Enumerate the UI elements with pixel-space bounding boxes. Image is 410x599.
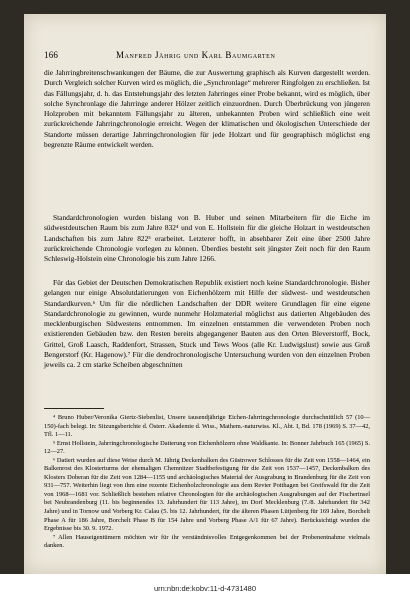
page-number: 166 bbox=[44, 50, 59, 60]
running-header bbox=[44, 50, 370, 62]
footnote-rule bbox=[44, 408, 104, 409]
body-paragraph: Standardchronologien wurden bislang von B. Huber und seinen Mitarbeitern für die Eiche im südwestdeutschen Raum bis zum Jahre 832⁴ und von E. Hollstein für die gleiche Holzart in westdeutschen Landschaften bis zum Jahre 822⁵ erarbeitet. Letzterer hofft, in absehbarer Zeit eine über 2500 Jahre zurückreichende Chronologie vorlegen zu können. Überdies besteht seit jüngster Zeit noch für den Raum Schleswig-Holstein eine Chronologie bis zum Jahre 1266. bbox=[44, 213, 370, 264]
urn-identifier: urn:nbn:de:kobv:11-d-4731480 bbox=[153, 584, 257, 593]
footnote-5: ⁵ Ernst Hollstein, Jahrringchronologische Datierung von Eichenhölzern ohne Waldkante. In: Bonner Jahrbuch 165 (1965) S. 12—27. bbox=[44, 439, 370, 456]
body-paragraph: Für das Gebiet der Deutschen Demokratischen Republik existiert noch keine Standardchronologie. Bisher gelangen nur einige Absolutdatierungen von Eichenhölzern mit Hilfe der südwest- und westdeutschen Standardkurven.⁶ Um für die nördlichen Landschaften der DDR weitere Grundlagen für eine eigene Standardchronologie zu gewinnen, wurde nunmehr Holzmaterial möglichst aus datierten Altgebäuden des mecklenburgischen Südwestens entnommen. Im einzelnen entstammen die verwendeten Proben noch existierenden Gebäuden bzw. den Resten bereits abgegangener Bauten aus den Orten Bleverstorff, Bock, Grittel, Groß Laasch, Raddenfort, Strassen, Stuck und Tews Woos (alle Kr. Ludwigslust) sowie aus Groß Bengerstorf (Kr. Hagenow).⁷ Für die dendrochronologische Untersuchung wurden von den einzelnen Proben jeweils ca. 2 cm starke Scheiben abgeschnitten bbox=[44, 278, 370, 370]
footnotes bbox=[44, 414, 370, 551]
footnote-6: ⁶ Datiert wurden auf diese Weise durch M. Jährig Deckenbalken des Güstrower Schlosses für die Zeit von 1558—1464, ein Balkenrost des Klosterturms der ehemaligen Chemnitzer Stadtbefestigung für die Zeit von 1537—1457, Deckenbalken des Klosters Doberan für die Zeit von 1284—1155 und archäologisches Material der Ausgrabung in Brandenburg für die Zeit von 931—757. Weiterhin liegt von ihm eine rezente Eichenholzchronologie aus dem Revier Potthagen bei Greifswald für die Zeit von 1968—1681 vor. Schließlich bestehen relative Chronologien für die archäologischen Ausgrabungen auf der Fischerinsel bei Neubrandenburg (11. bis beginnendes 13. Jahrhundert für 113 Jahre), im Dorf Mecklenburg (7./8. Jahrhundert für 342 Jahre) und in Tornow und Vorberg Kr. Calau (5. bis 12. Jahrhundert, für die älteren Phasen Lütjenberg für 169 Jahre, Borchelt Phase A für 186 Jahre, Borchelt Phase B für 154 Jahre und Vorberg Phase A/1 für 67 Jahre). Berücksichtigt wurden die Ergebnisse bis 30. 9. 1972. bbox=[44, 456, 370, 533]
footnote-7: ⁷ Allen Hauseigentümern möchten wir für ihr verständnisvolles Entgegenkommen bei der Probenentnahme vielmals danken. bbox=[44, 533, 370, 550]
body-paragraph: die Jahrringbreitenschwankungen der Bäume, die zur Auswertung graphisch als Kurven dargestellt werden. Durch Vergleich solcher Kurven wird es möglich, die „Synchronlage“ mehrerer Ringfolgen zu erschließen. Ist das Fällungsjahr, d. h. das Entstehungsjahr des letzten Jahrringes einer Probe bekannt, wird es möglich, über solche Synchronlage die Jahrringe anderer Hölzer zeitlich einzuordnen. Durch Überbrückung von jüngeren Holzproben mit bekanntem Fällungsjahr zu älteren, unbekannten Proben wird schließlich eine weit zurückreichende Jahrringchronologie erreicht. Wegen der klimatischen und ökologischen Unterschiede der Standorte müssen derartige Jahrringchronologien für jede Holzart und für geographisch möglichst eng begrenzte Räume entwickelt werden. bbox=[44, 68, 370, 150]
footnote-4: ⁴ Bruno Huber/Veronika Giertz-Siebenlist, Unsere tausendjährige Eichen-Jahrringchronologie durchschnittlich 57 (10—150)-fach belegt. In: Sitzungsberichte d. Österr. Akademie d. Wiss., Mathem.-naturwiss. Kl., Abt. I, Bd. 178 (1969) S. 37—42, Tfl. 1—11. bbox=[44, 414, 370, 439]
running-header-authors: Manfred Jährig und Karl Baumgarten bbox=[116, 50, 276, 60]
